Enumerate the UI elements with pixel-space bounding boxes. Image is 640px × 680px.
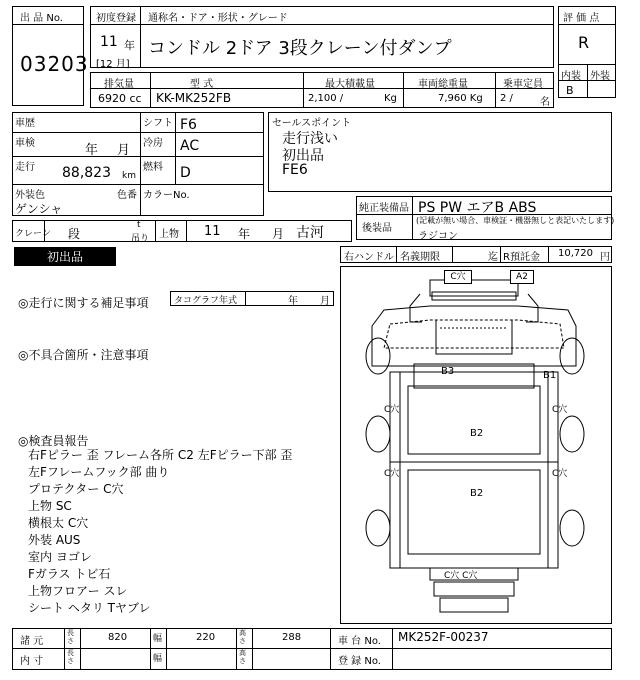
right-hand: 右ハンドル [344, 252, 394, 263]
aftermarket-note: (記載が無い場合、車検証・機器無しと表記いたします) [416, 216, 615, 225]
shift-label: シフト [143, 118, 173, 129]
r-tax-amount: 10,720 [558, 248, 593, 259]
colorno-label: カラーNo. [143, 190, 190, 201]
tacho-month: 月 [320, 296, 330, 307]
inspector-line: 室内 ヨゴレ [28, 550, 92, 564]
color-label: 外装色 [15, 190, 45, 201]
first-reg-label: 初度登録 [96, 13, 136, 24]
wheel-icon [560, 338, 584, 374]
model-header-label: 通称名・ドア・形状・グレード [148, 13, 288, 24]
inner-height-label: 高さ [239, 649, 246, 665]
first-time-tag: 初出品 [14, 247, 116, 266]
inspector-line: 外装 AUS [28, 533, 81, 547]
aftermarket-value: ラジコン [418, 231, 458, 242]
aircon-label: 冷房 [143, 138, 163, 149]
aircon-value: AC [180, 138, 200, 154]
mark-b3: B3 [441, 366, 455, 377]
capacity-unit: 名 [540, 97, 550, 108]
tax-label: 迄 [488, 252, 498, 263]
crane-suspend: 吊り [131, 234, 150, 244]
shift-value: F6 [180, 117, 197, 133]
fuel-label: 燃料 [143, 162, 163, 173]
mark-right-c1: C穴 [552, 405, 568, 415]
upper-year: 11 [204, 224, 221, 239]
inspector-line: シート ヘタリ Tヤブレ [28, 601, 151, 615]
crane-stage-unit: 段 [68, 227, 81, 241]
grade-value: R [578, 33, 590, 52]
r-tax-label: R預託金 [503, 252, 540, 263]
reg-year: 11 [100, 34, 118, 50]
shaken-month: 月 [117, 143, 131, 158]
sales-point-1: 走行浅い [282, 131, 338, 147]
inner-length-label: 長さ [67, 649, 74, 665]
mark-left-c1: C穴 [384, 405, 400, 415]
mark-left-c2: C穴 [384, 469, 400, 479]
mark-right-c2: C穴 [552, 469, 568, 479]
mileage-unit: km [122, 171, 136, 181]
aftermarket-label: 後装品 [362, 223, 392, 234]
history-label: 車歴 [15, 118, 35, 129]
lot-number: 03203 [20, 52, 89, 76]
name-change-label: 名義期限 [400, 252, 440, 263]
gross-weight: 7,960 Kg [438, 93, 483, 104]
inner-label: 内 寸 [20, 656, 44, 667]
shaken-year: 年 [85, 143, 99, 158]
height-value: 288 [282, 632, 302, 643]
inspector-line: Fガラス トビ石 [28, 567, 111, 581]
sales-points-label: セールスポイント [272, 118, 352, 129]
capacity: 2 / [500, 93, 513, 104]
dims-box [12, 628, 612, 670]
length-label: 長さ [67, 629, 74, 645]
shaken-label: 車検 [15, 138, 35, 149]
inspector-report [28, 447, 292, 617]
displacement: 6920 cc [98, 92, 142, 105]
interior-grade: B [566, 84, 574, 97]
sales-point-2: 初出品 [282, 148, 324, 164]
wheel-icon [366, 510, 390, 546]
mark-top-c: C穴 [444, 270, 472, 284]
inspector-line: 上物フロアー スレ [28, 584, 128, 598]
tacho-label: タコグラフ年式 [174, 296, 238, 306]
upper-label: 上物 [159, 229, 179, 240]
crane-ton-unit: t [137, 220, 141, 230]
tacho-year: 年 [288, 296, 298, 307]
crane-label: クレーン [15, 229, 51, 239]
equipment-label: 純正装備品 [359, 203, 409, 214]
lot-label: 出 品 No. [20, 13, 63, 24]
max-load-unit: Kg [384, 93, 397, 104]
car-name: コンドル 2ドア 3段クレーン付ダンプ [148, 38, 452, 59]
inspector-label: ◎検査員報告 [18, 434, 89, 448]
color-no-label: 色番 [117, 190, 137, 201]
interior-label: 内装 [561, 71, 581, 82]
inspector-line: プロテクター C穴 [28, 482, 124, 496]
mark-b1: B1 [543, 370, 557, 381]
mileage-value: 88,823 [62, 165, 111, 181]
cab-body-icon [372, 306, 576, 366]
wheel-icon [560, 510, 584, 546]
exterior-label: 外装 [590, 71, 610, 82]
driving-notes-label: ◎走行に関する補足事項 [18, 296, 149, 310]
grade-label: 評 価 点 [563, 13, 600, 24]
year-unit: 年 [124, 39, 135, 52]
inspector-line: 横根太 C穴 [28, 516, 89, 530]
fuel-value: D [180, 165, 191, 181]
chassis-label: 車 台 No. [338, 636, 381, 647]
mark-b2-upper: B2 [470, 428, 484, 439]
model-code: KK-MK252FB [156, 91, 232, 105]
capacity-label: 乗車定員 [503, 79, 543, 90]
upper-maker: 古河 [296, 225, 324, 241]
equipment-items: PS PW エアB ABS [418, 200, 537, 216]
reg-month: [12 月] [96, 59, 130, 70]
mark-bottom-c: C穴 C穴 [444, 571, 478, 581]
yen-unit: 円 [600, 252, 610, 263]
wheel-icon [560, 416, 584, 452]
mark-b2-lower: B2 [470, 488, 484, 499]
chassis-number: MK252F-00237 [398, 630, 489, 644]
model-label: 型 式 [190, 79, 214, 90]
defect-label: ◎不具合箇所・注意事項 [18, 348, 149, 362]
mileage-label: 走行 [15, 162, 35, 173]
length-value: 820 [108, 632, 128, 643]
upper-month-unit: 月 [272, 227, 285, 241]
upper-year-unit: 年 [238, 227, 251, 241]
inspector-line: 上物 SC [28, 499, 72, 513]
wheel-icon [366, 338, 390, 374]
reg-label: 登 録 No. [338, 656, 381, 667]
max-load-label: 最大積載量 [325, 79, 375, 90]
mark-top-a: A2 [510, 270, 534, 284]
gross-weight-label: 車両総重量 [418, 79, 468, 90]
height-label: 高さ [239, 629, 246, 645]
width-label: 幅 [153, 634, 163, 644]
inspector-line: 右Fピラー 歪 フレーム各所 C2 左Fピラー下部 歪 [28, 448, 293, 462]
color-value: ゲンシャ [15, 202, 63, 216]
sales-point-3: FE6 [282, 162, 308, 178]
dims-label: 諸 元 [20, 636, 44, 647]
inner-width-label: 幅 [153, 654, 163, 664]
max-load: 2,100 / [308, 93, 344, 104]
wheel-icon [366, 416, 390, 452]
width-value: 220 [196, 632, 216, 643]
inspector-line: 左Fフレームフック部 曲り [28, 465, 170, 479]
displacement-label: 排気量 [104, 79, 134, 90]
